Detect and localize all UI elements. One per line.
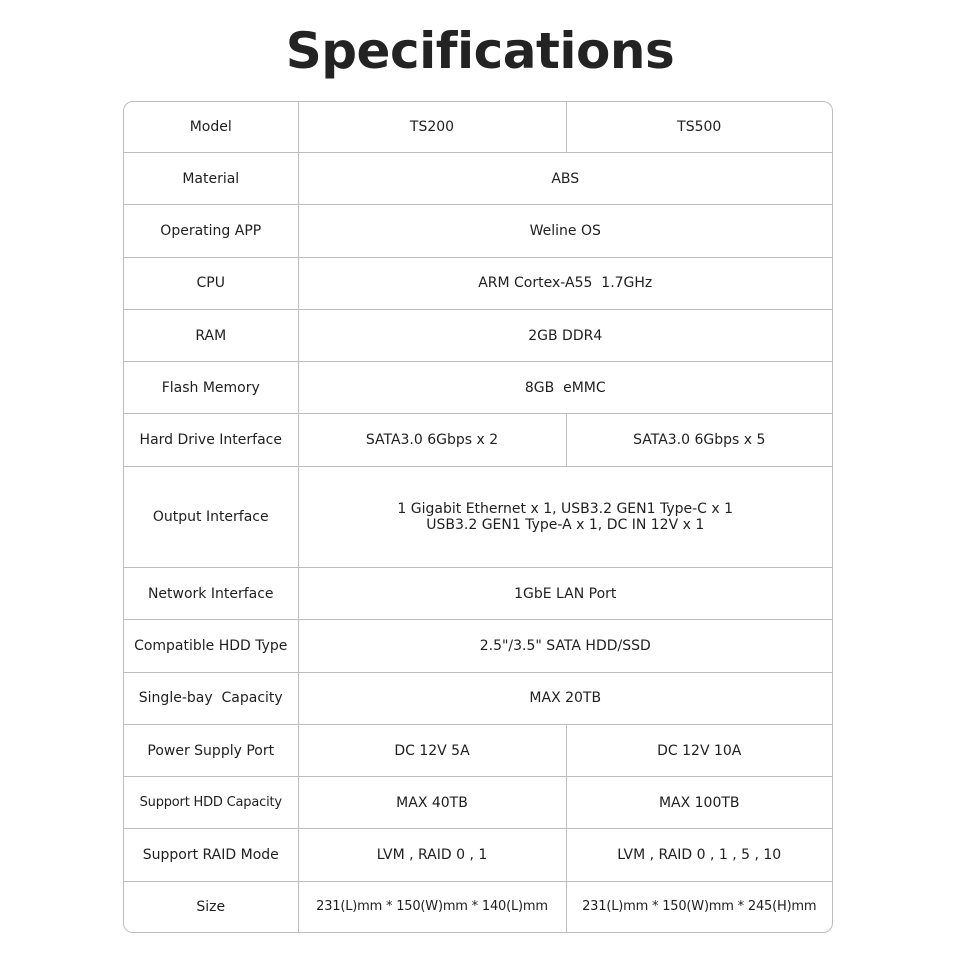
value-line: USB3.2 GEN1 Type-A x 1, DC IN 12V x 1 bbox=[426, 516, 705, 533]
row-label: Flash Memory bbox=[124, 362, 298, 414]
shared-value: ARM Cortex-A55 1.7GHz bbox=[298, 257, 832, 309]
table-row-flash-memory bbox=[124, 362, 832, 414]
row-label: Operating APP bbox=[124, 205, 298, 257]
shared-value: MAX 20TB bbox=[298, 672, 832, 724]
table-row-compatible-hdd-type bbox=[124, 620, 832, 672]
row-label: Single-bay Capacity bbox=[124, 672, 298, 724]
ts200-value: TS200 bbox=[298, 102, 566, 153]
ts500-value: LVM , RAID 0 , 1 , 5 , 10 bbox=[566, 829, 832, 881]
ts500-value: DC 12V 10A bbox=[566, 724, 832, 776]
ts200-value: DC 12V 5A bbox=[298, 724, 566, 776]
specifications-table bbox=[123, 101, 833, 933]
ts500-value: TS500 bbox=[566, 102, 832, 153]
table-row-power-supply-port bbox=[124, 724, 832, 776]
ts500-value: MAX 100TB bbox=[566, 777, 832, 829]
ts500-value: SATA3.0 6Gbps x 5 bbox=[566, 414, 832, 466]
row-label: Material bbox=[124, 153, 298, 205]
table-row-support-hdd-capacity bbox=[124, 777, 832, 829]
shared-value: 8GB eMMC bbox=[298, 362, 832, 414]
table-row-ram bbox=[124, 309, 832, 361]
table-row-network-interface bbox=[124, 568, 832, 620]
ts200-value: SATA3.0 6Gbps x 2 bbox=[298, 414, 566, 466]
row-label: CPU bbox=[124, 257, 298, 309]
table-row-size bbox=[124, 881, 832, 932]
shared-value: ABS bbox=[298, 153, 832, 205]
row-label: RAM bbox=[124, 309, 298, 361]
table-row-operating-app bbox=[124, 205, 832, 257]
row-label: Power Supply Port bbox=[124, 724, 298, 776]
shared-value bbox=[298, 466, 832, 567]
ts200-value: 231(L)mm * 150(W)mm * 140(L)mm bbox=[298, 881, 566, 932]
table-row-material bbox=[124, 153, 832, 205]
row-label: Support RAID Mode bbox=[124, 829, 298, 881]
value-line: 1 Gigabit Ethernet x 1, USB3.2 GEN1 Type-C x 1 bbox=[397, 500, 734, 517]
table-row-hard-drive-interface bbox=[124, 414, 832, 466]
row-label: Support HDD Capacity bbox=[124, 777, 298, 829]
page-title: Specifications bbox=[285, 22, 675, 80]
shared-value: 2GB DDR4 bbox=[298, 309, 832, 361]
table-row-output-interface bbox=[124, 466, 832, 567]
row-label: Size bbox=[124, 881, 298, 932]
shared-value: 1GbE LAN Port bbox=[298, 568, 832, 620]
table-row-model bbox=[124, 102, 832, 153]
ts500-value: 231(L)mm * 150(W)mm * 245(H)mm bbox=[582, 898, 817, 914]
shared-value: Weline OS bbox=[298, 205, 832, 257]
table-row-support-raid-mode bbox=[124, 829, 832, 881]
row-label: Hard Drive Interface bbox=[124, 414, 298, 466]
ts200-value: MAX 40TB bbox=[298, 777, 566, 829]
shared-value: 2.5"/3.5" SATA HDD/SSD bbox=[298, 620, 832, 672]
row-label: Output Interface bbox=[124, 466, 298, 567]
row-label: Network Interface bbox=[124, 568, 298, 620]
row-label: Model bbox=[124, 102, 298, 153]
ts200-value: LVM , RAID 0 , 1 bbox=[298, 829, 566, 881]
table-row-single-bay-capacity bbox=[124, 672, 832, 724]
row-label: Compatible HDD Type bbox=[124, 620, 298, 672]
table-row-cpu bbox=[124, 257, 832, 309]
